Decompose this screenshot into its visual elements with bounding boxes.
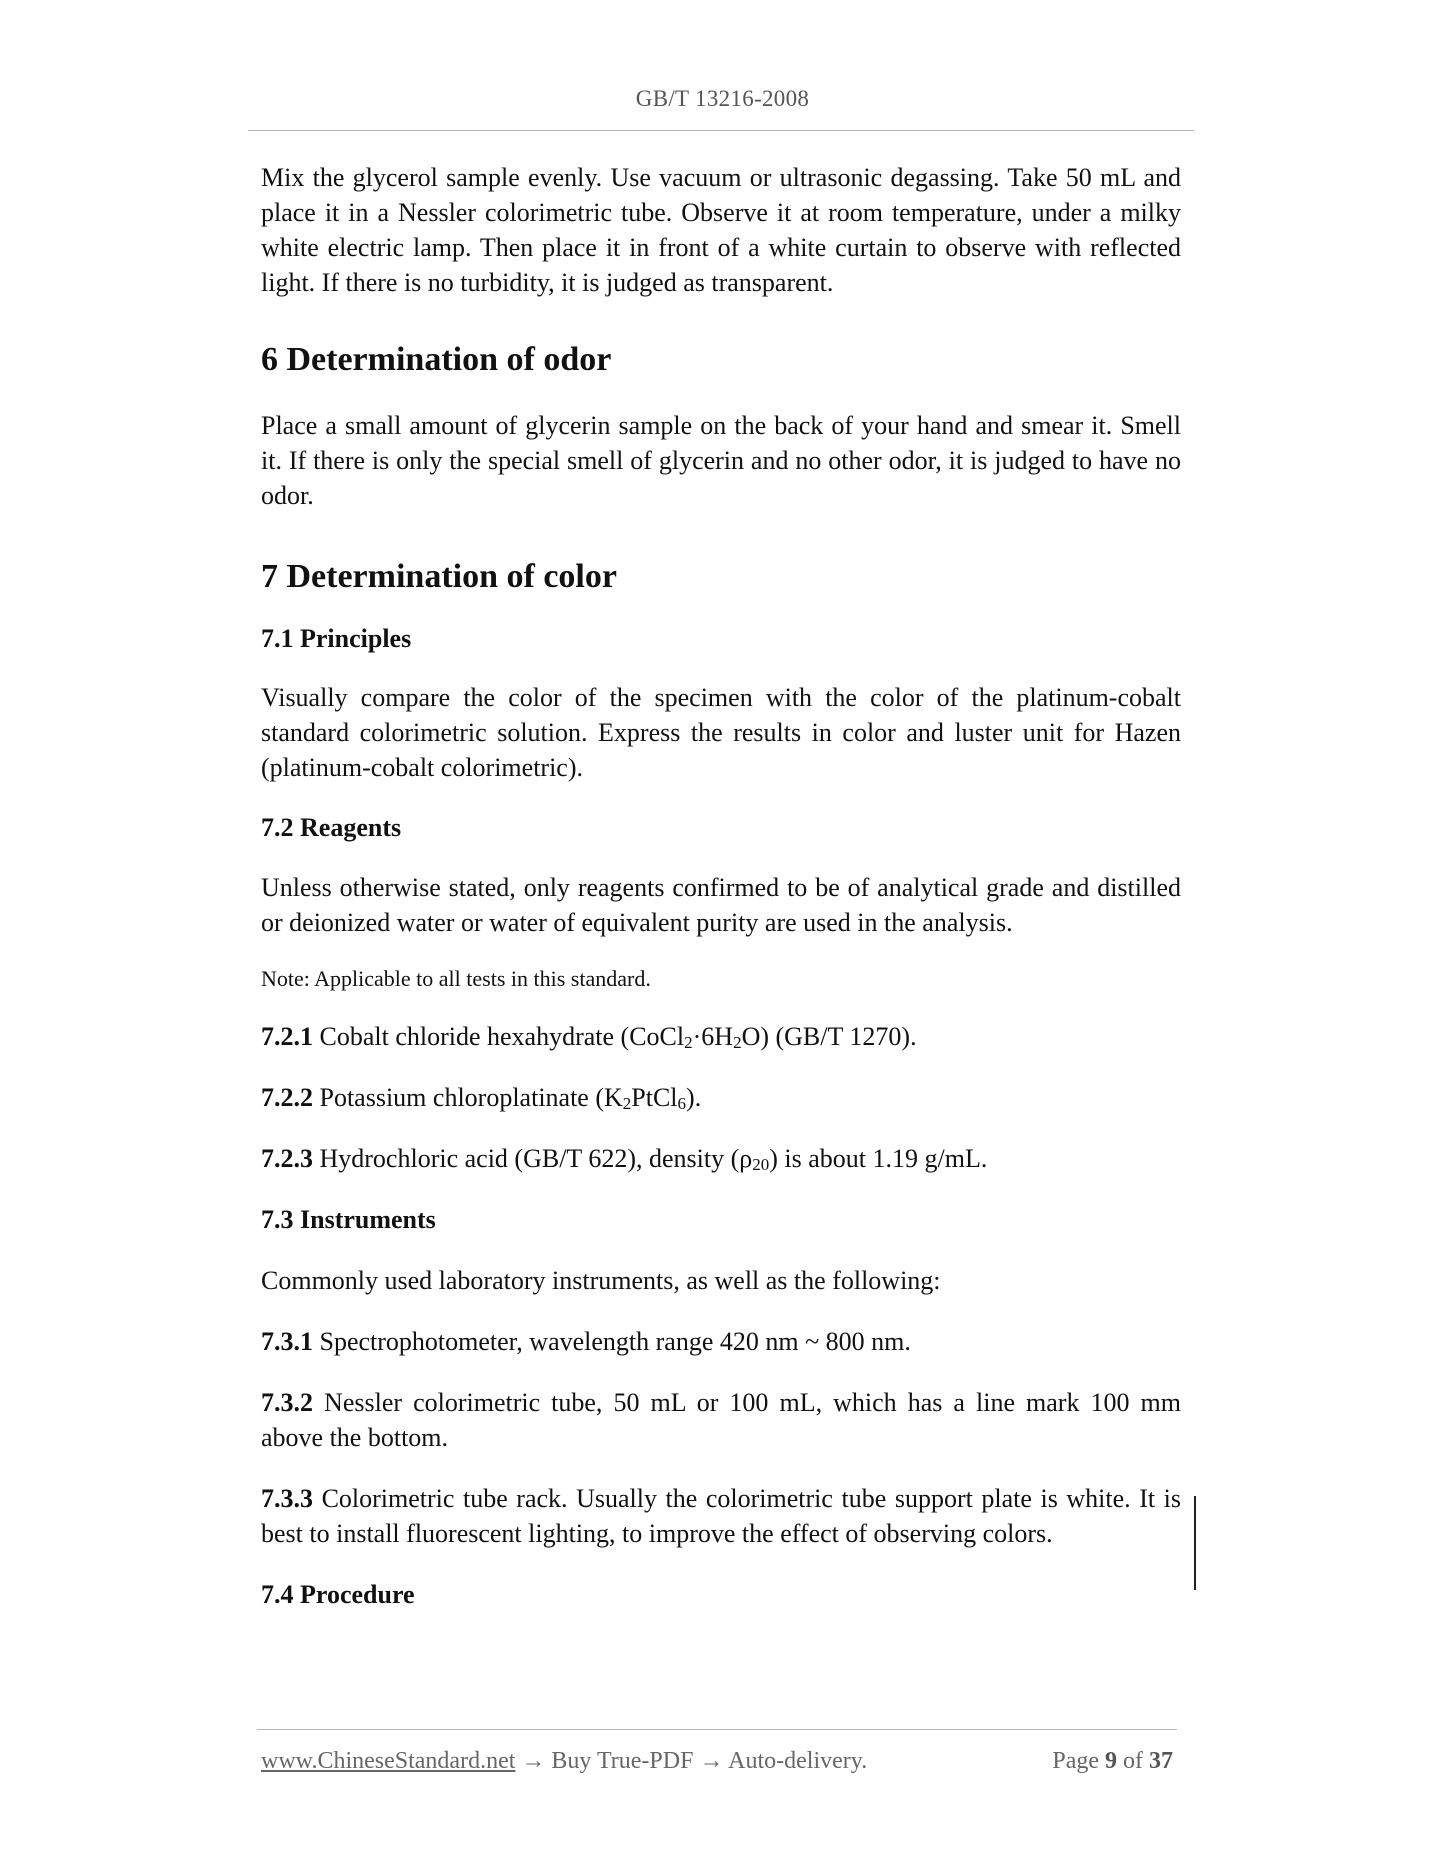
subscript: 6 [677, 1094, 687, 1113]
item-text: ). [686, 1083, 702, 1112]
item-7-3-1 [261, 1324, 1181, 1359]
subscript: 2 [622, 1094, 632, 1113]
section-6-heading: 6 Determination of odor [261, 341, 612, 378]
item-7-2-1 [261, 1019, 1181, 1054]
item-text: ·6H [692, 1022, 734, 1051]
arrow-right-icon: → [693, 1748, 729, 1774]
section-7-4-heading: 7.4 Procedure [261, 1580, 415, 1609]
item-text: PtCl [631, 1083, 678, 1112]
item-7-3-2 [261, 1385, 1181, 1455]
total-pages-number: 37 [1149, 1748, 1173, 1774]
footer-links [261, 1748, 867, 1775]
footer-divider [257, 1729, 1177, 1730]
page-of-label: of [1117, 1748, 1149, 1774]
section-7-3-paragraph: Commonly used laboratory instruments, as well as the following: [261, 1266, 941, 1295]
current-page-number: 9 [1105, 1748, 1117, 1774]
section-7-2-note: Note: Applicable to all tests in this standard. [261, 966, 651, 991]
item-text: Spectrophotometer, wavelength range 420 nm ~ 800 nm. [313, 1327, 911, 1356]
header-divider [248, 130, 1194, 131]
section-7-heading: 7 Determination of color [261, 558, 617, 595]
section-7-2-heading: 7.2 Reagents [261, 813, 402, 842]
intro-paragraph: Mix the glycerol sample evenly. Use vacuum or ultrasonic degassing. Take 50 mL and place it in a Nessler colorimetric tube. Observe it at room temperature, under a milky white electric lamp. Then place it in front of a white curtain to observe with reflected light. If there is no turbidity, it is judged as transparent. [261, 163, 1181, 297]
website-link[interactable]: www.ChineseStandard.net [261, 1748, 516, 1774]
page-content [261, 160, 1181, 1612]
item-text: Nessler colorimetric tube, 50 mL or 100 mL, which has a line mark 100 mm above the bottom. [261, 1388, 1181, 1452]
section-7-1-heading: 7.1 Principles [261, 624, 412, 653]
section-6-paragraph: Place a small amount of glycerin sample on the back of your hand and smear it. Smell it. If there is only the special smell of glycerin and no other odor, it is judged to have no odor. [261, 411, 1181, 510]
item-text: Cobalt chloride hexahydrate (CoCl [313, 1022, 685, 1051]
item-text: O) (GB/T 1270). [741, 1022, 917, 1051]
arrow-right-icon: → [515, 1748, 552, 1774]
item-number: 7.3.1 [261, 1327, 313, 1356]
item-text: ) is about 1.19 g/mL. [769, 1144, 988, 1173]
revision-change-bar [1194, 1496, 1196, 1590]
item-text: Hydrochloric acid (GB/T 622), density (ρ [313, 1144, 753, 1173]
item-number: 7.3.3 [261, 1484, 313, 1513]
item-number: 7.3.2 [261, 1388, 313, 1417]
item-text: Colorimetric tube rack. Usually the colorimetric tube support plate is white. It is best to install fluorescent lighting, to improve the effect of observing colors. [261, 1484, 1181, 1548]
subscript: 20 [752, 1155, 770, 1174]
section-7-3-heading: 7.3 Instruments [261, 1205, 436, 1234]
subscript: 2 [733, 1033, 742, 1052]
item-7-2-2 [261, 1080, 1181, 1115]
item-number: 7.2.1 [261, 1022, 313, 1051]
item-7-2-3 [261, 1141, 1181, 1176]
section-7-1-paragraph: Visually compare the color of the specimen with the color of the platinum-cobalt standard colorimetric solution. Express the results in color and luster unit for Hazen (platinum-cobalt colorimetric). [261, 683, 1181, 782]
item-7-3-3 [261, 1481, 1181, 1551]
section-7-2-paragraph: Unless otherwise stated, only reagents confirmed to be of analytical grade and distilled or deionized water or water of equivalent purity are used in the analysis. [261, 873, 1181, 937]
item-number: 7.2.2 [261, 1083, 313, 1112]
subscript: 2 [684, 1033, 693, 1052]
document-header-title: GB/T 13216-2008 [635, 86, 810, 111]
item-number: 7.2.3 [261, 1144, 313, 1173]
buy-true-pdf-text: Buy True-PDF [551, 1748, 694, 1774]
item-text: Potassium chloroplatinate (K [313, 1083, 623, 1112]
page-indicator [1052, 1748, 1173, 1775]
page-label: Page [1052, 1748, 1105, 1774]
auto-delivery-text: Auto-delivery. [728, 1748, 868, 1774]
